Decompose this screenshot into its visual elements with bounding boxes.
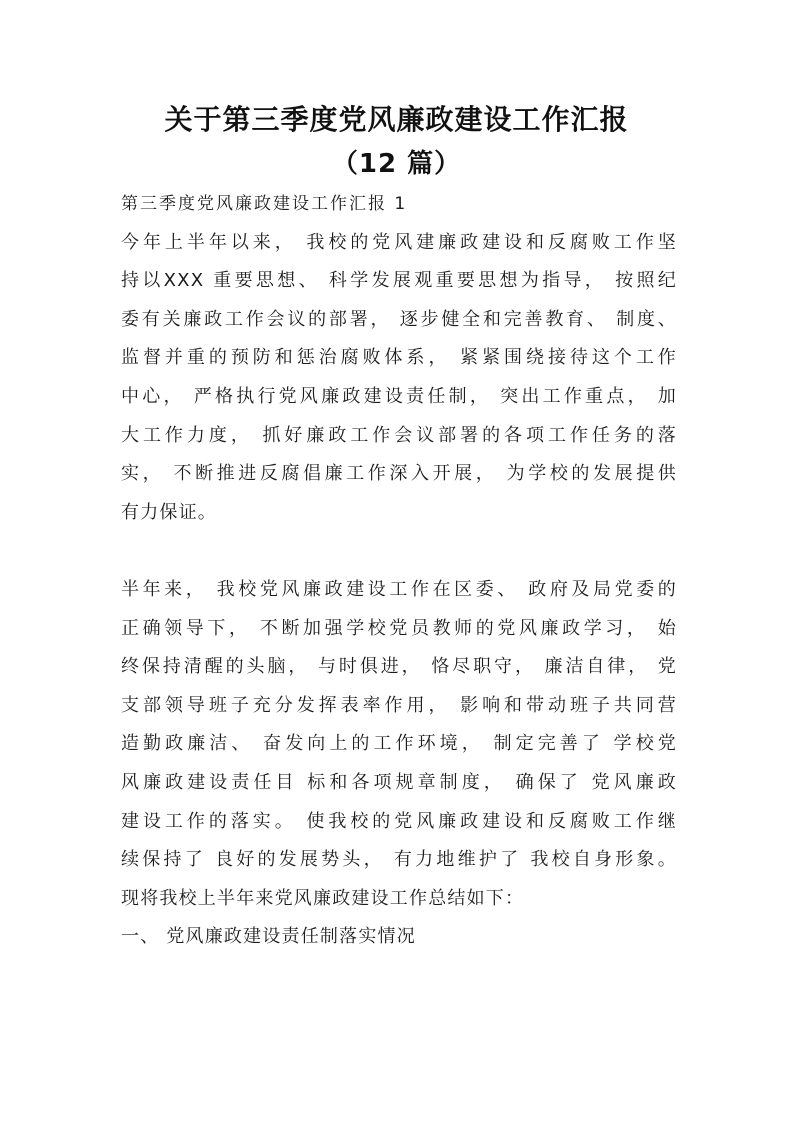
paragraph-line: 现将我校上半年来党风廉政建设工作总结如下：: [121, 887, 525, 909]
paragraph-line: 半年来， 我校党风廉政建设工作在区委、 政府及局党委的: [121, 578, 677, 600]
paragraph-line: 大工作力度， 抓好廉政工作会议部署的各项工作任务的落: [121, 424, 677, 446]
paragraph-line: 监督并重的预防和惩治腐败体系， 紧紧围绕接待这个工作: [121, 347, 677, 369]
paragraph-line: 支部领导班子充分发挥表率作用， 影响和带动班子共同营: [121, 694, 677, 716]
paragraph-2: [121, 571, 677, 918]
document-body: [121, 185, 677, 957]
paragraph-line: 风廉政建设责任目 标和各项规章制度， 确保了 党风廉政: [121, 771, 677, 793]
paragraph-line: 造勤政廉洁、 奋发向上的工作环境， 制定完善了 学校党: [121, 733, 677, 755]
document-title-count: （12 篇）: [331, 149, 462, 179]
paragraph-line: 今年上半年以来， 我校的党风建廉政建设和反腐败工作坚: [121, 231, 677, 253]
paragraph-1: [121, 224, 677, 533]
paragraph-line: 有力保证。: [121, 501, 217, 523]
list-item-heading: 一、 党风廉政建设责任制落实情况: [121, 926, 416, 948]
paragraph-line: 终保持清醒的头脑， 与时俱进， 恪尽职守， 廉洁自律， 党: [121, 656, 677, 678]
paragraph-line: 中心， 严格执行党风廉政建设责任制， 突出工作重点， 加: [121, 385, 677, 407]
paragraph-line: 实， 不断推进反腐倡廉工作深入开展， 为学校的发展提供: [121, 463, 677, 485]
paragraph-line: 正确领导下， 不断加强学校党员教师的党风廉政学习， 始: [121, 617, 677, 639]
paragraph-line: 建设工作的落实。 使我校的党风廉政建设和反腐败工作继: [121, 810, 677, 832]
paragraph-line: 委有关廉政工作会议的部署， 逐步健全和完善教育、 制度、: [121, 308, 677, 330]
paragraph-line: 持以XXX 重要思想、 科学发展观重要思想为指导， 按照纪: [121, 270, 677, 292]
section-heading: 第三季度党风廉政建设工作汇报 1: [121, 194, 408, 214]
paragraph-spacer: [121, 532, 677, 571]
document-title: 关于第三季度党风廉政建设工作汇报: [164, 103, 629, 136]
paragraph-line: 续保持了 良好的发展势头， 有力地维护了 我校自身形象。: [121, 849, 677, 871]
